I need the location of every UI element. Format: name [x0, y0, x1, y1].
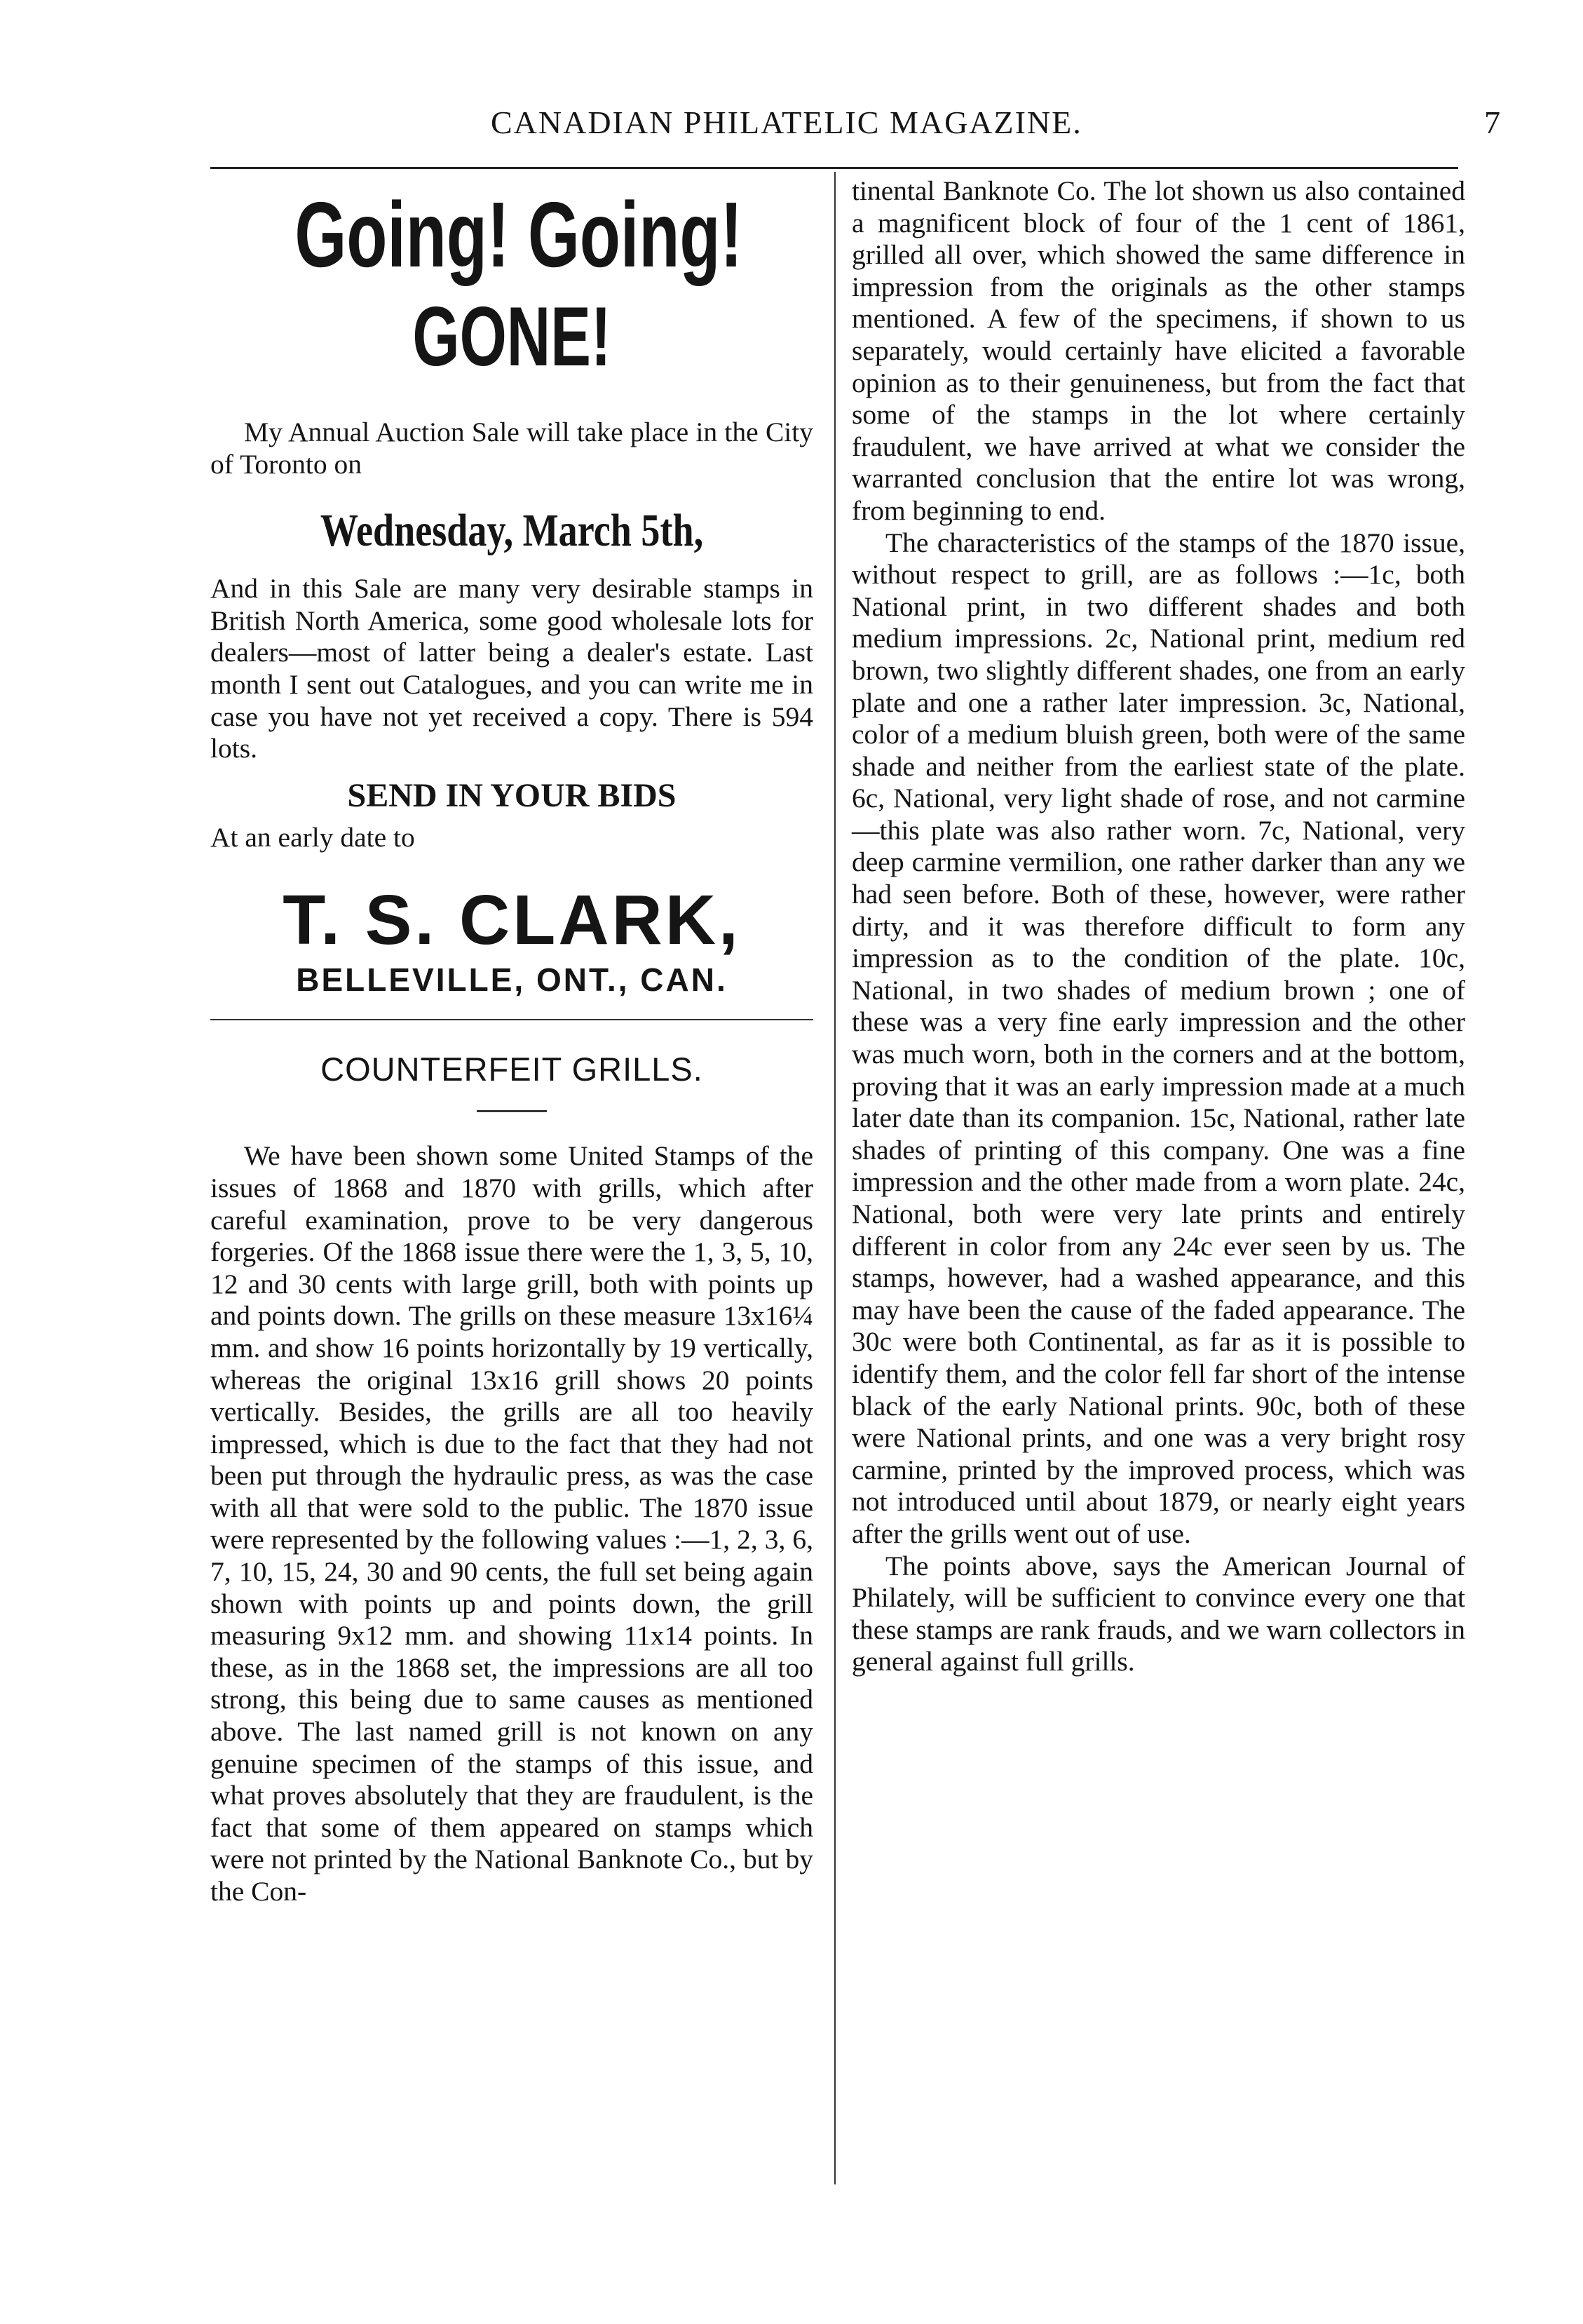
ad-advertiser-name: T. S. CLARK, — [283, 881, 741, 960]
column-divider — [834, 172, 836, 2184]
header-rule — [210, 167, 1458, 169]
title-rule — [477, 1110, 547, 1112]
ad-date: Wednesday, March 5th, — [320, 505, 704, 557]
ad-headline-gone: GONE! — [412, 290, 611, 384]
ad-call-to-action: SEND IN YOUR BIDS — [347, 776, 677, 814]
right-column — [852, 175, 1465, 1678]
ad-headline-going: Going! Going! — [294, 183, 743, 286]
ad-intro: My Annual Auction Sale will take place in the City of Toronto on — [210, 417, 813, 480]
article-paragraph-conclusion: The points above, says the American Journal of Philately, will be sufficient to convince every one that these stamps are rank frauds, and we warn collectors in general against full grills. — [852, 1550, 1465, 1677]
article-title: COUNTERFEIT GRILLS. — [320, 1050, 703, 1088]
article-paragraph-continued: tinental Banknote Co. The lot shown us also contained a magnificent block of four of the 1 cent of 1861, grilled all over, which showed the same difference in impression from the originals as the other stamps mentioned. A few of the specimens, if shown to us separately, would certainly have elicited a favorable opinion as to their genuineness, but from the fact that some of the stamps in the lot where certainly fraudulent, we have arrived at what we consider the warranted conclusion that the entire lot was wrong, from beginning to end. — [852, 175, 1465, 526]
ad-early-date: At an early date to — [210, 821, 415, 853]
article-paragraph-characteristics: The characteristics of the stamps of the 1870 issue, without respect to grill, are as follows :—1c, both National print, in two different shades and both medium impressions. 2c, National print, medium red brown, two slightly different shades, one from an early plate and one a rather later impression. 3c, National, color of a medium bluish green, both were of the same shade and neither from the earliest state of the plate. 6c, National, very light shade of rose, and not carmine—this plate was also rather worn. 7c, National, very deep carmine vermilion, one rather darker than any we had seen before. Both of these, however, were rather dirty, and it was therefore difficult to form any impression as to the condition of the plate. 10c, National, in two shades of medium brown ; one of these was a very fine early impression and the other was much worn, both in the corners and at the bottom, proving that it was an early impression made at a much later date than its companion. 15c, National, rather late shades of printing of this company. One was a fine impression and the other made from a worn plate. 24c, National, both were very late prints and entirely different in color from any 24c ever seen by us. The stamps, however, had a washed appearance, and this may have been the cause of the faded appearance. The 30c were both Continental, as far as it is possible to identify them, and the color fell far short of the intense black of the early National prints. 90c, both of these were National prints, and one was a very bright rosy carmine, printed by the improved process, which was not introduced until about 1879, or nearly eight years after the grills went out of use. — [852, 527, 1465, 1549]
magazine-title: CANADIAN PHILATELIC MAGAZINE. — [491, 104, 1082, 140]
running-header — [210, 104, 1500, 153]
ad-body: And in this Sale are many very desirable stamps in British North America, some good wholesale lots for dealers—most of latter being a dealer's estate. Last month I sent out Catalogues, and you can write me in case you have not yet received a copy. There is 594 lots. — [210, 573, 813, 764]
article-paragraph-left: We have been shown some United Stamps of the issues of 1868 and 1870 with grills, which after careful examination, prove to be very dangerous forgeries. Of the 1868 issue there were the 1, 3, 5, 10, 12 and 30 cents with large grill, both with points up and points down. The grills on these measure 13x16¼ mm. and show 16 points horizontally by 19 vertically, whereas the original 13x16 grill shows 20 points vertically. Besides, the grills are all too heavily impressed, which is due to the fact that they had not been put through the hydraulic press, as was the case with all that were sold to the public. The 1870 issue were represented by the following values :—1, 2, 3, 6, 7, 10, 15, 24, 30 and 90 cents, the full set being again shown with points up and points down, the grill measuring 9x12 mm. and showing 11x14 points. In these, as in the 1868 set, the impressions are all too strong, this being due to same causes as mentioned above. The last named grill is not known on any genuine specimen of the stamps of this issue, and what proves absolutely that they are fraudulent, is the fact that some of them appeared on stamps which were not printed by the National Banknote Co., but by the Con- — [210, 1140, 813, 1907]
ad-advertiser-address: BELLEVILLE, ONT., CAN. — [296, 961, 728, 999]
section-separator — [210, 1019, 813, 1020]
page-number: 7 — [1484, 104, 1500, 140]
left-column — [210, 175, 813, 1908]
